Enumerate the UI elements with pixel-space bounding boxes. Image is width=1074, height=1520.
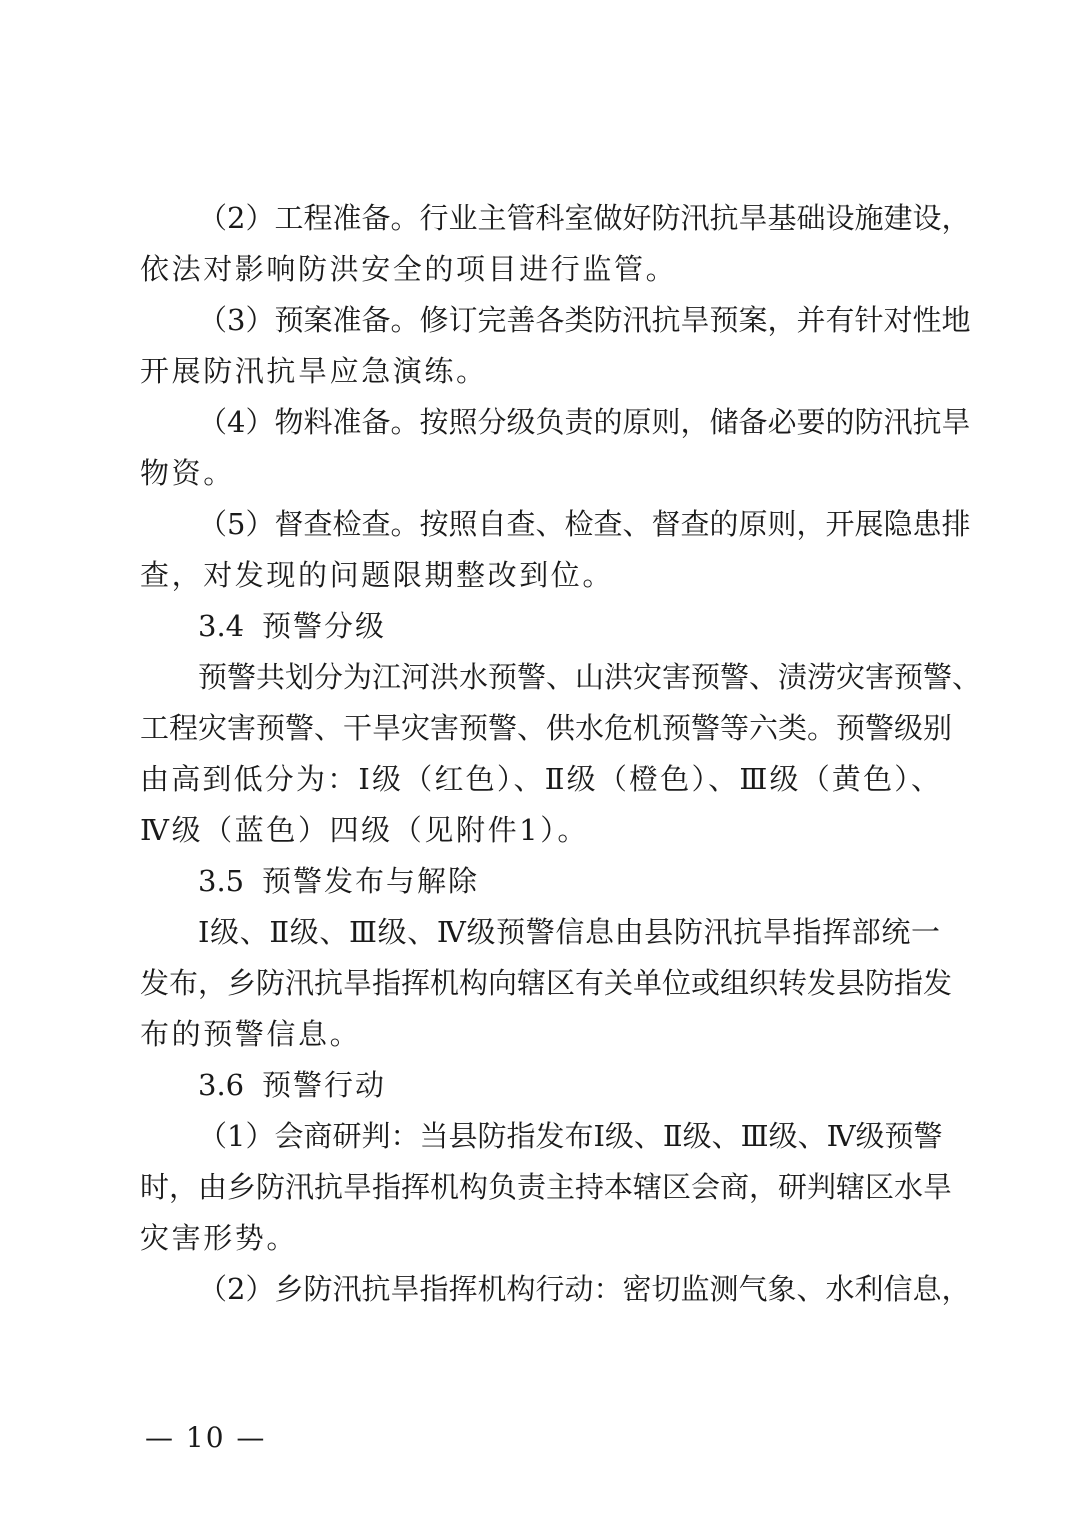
paragraph-engineering-preparation-line-1: （2）工程准备。行业主管科室做好防汛抗旱基础设施建设， bbox=[198, 201, 971, 235]
section-heading-3-6 bbox=[140, 1060, 940, 1111]
paragraph-plan-preparation-line-1: （3）预案准备。修订完善各类防汛抗旱预案，并有针对性地 bbox=[198, 303, 971, 337]
section-number: 3.5 bbox=[198, 864, 245, 898]
paragraph-consultation-line-2: 时，由乡防汛抗旱指挥机构负责主持本辖区会商，研判辖区水旱 bbox=[140, 1170, 953, 1204]
paragraph-inspection-line-1: （5）督查检查。按照自查、检查、督查的原则，开展隐患排 bbox=[198, 507, 971, 541]
section-title: 预警发布与解除 bbox=[262, 864, 480, 898]
paragraph-consultation-line-3: 灾害形势。 bbox=[140, 1221, 299, 1255]
section-heading-3-5 bbox=[140, 856, 940, 907]
paragraph-warning-levels-line-1: 预警共划分为江河洪水预警、山洪灾害预警、渍涝灾害预警、 bbox=[198, 660, 982, 694]
paragraph-warning-levels-line-2: 工程灾害预警、干旱灾害预警、供水危机预警等六类。预警级别 bbox=[140, 711, 953, 745]
paragraph-warning-release-line-1: Ⅰ级、Ⅱ级、Ⅲ级、Ⅳ级预警信息由县防汛抗旱指挥部统一 bbox=[198, 915, 940, 949]
paragraph-agency-action-line-1: （2）乡防汛抗旱指挥机构行动：密切监测气象、水利信息， bbox=[198, 1272, 971, 1306]
section-title: 预警行动 bbox=[262, 1068, 387, 1102]
section-number: 3.6 bbox=[198, 1068, 245, 1102]
paragraph-warning-release-line-3: 布的预警信息。 bbox=[140, 1017, 362, 1051]
paragraph-inspection-line-2: 查，对发现的问题限期整改到位。 bbox=[140, 558, 615, 592]
paragraph-material-preparation-line-1: （4）物料准备。按照分级负责的原则，储备必要的防汛抗旱 bbox=[198, 405, 971, 439]
paragraph-material-preparation-line-2: 物资。 bbox=[140, 456, 235, 490]
paragraph-warning-levels-line-4: Ⅳ级（蓝色）四级（见附件1）。 bbox=[140, 813, 589, 847]
paragraph-warning-release-line-2: 发布，乡防汛抗旱指挥机构向辖区有关单位或组织转发县防指发 bbox=[140, 966, 953, 1000]
document-body bbox=[140, 193, 982, 1315]
paragraph-plan-preparation-line-2: 开展防汛抗旱应急演练。 bbox=[140, 354, 488, 388]
page-number: — 10 — bbox=[145, 1421, 267, 1454]
section-title: 预警分级 bbox=[262, 609, 387, 643]
paragraph-engineering-preparation-line-2: 依法对影响防洪安全的项目进行监管。 bbox=[140, 252, 678, 286]
section-heading-3-4 bbox=[140, 601, 940, 652]
paragraph-warning-levels-line-3: 由高到低分为：Ⅰ级（红色）、Ⅱ级（橙色）、Ⅲ级（黄色）、 bbox=[140, 762, 940, 796]
section-number: 3.4 bbox=[198, 609, 245, 643]
paragraph-consultation-line-1: （1）会商研判：当县防指发布Ⅰ级、Ⅱ级、Ⅲ级、Ⅳ级预警 bbox=[198, 1119, 943, 1153]
